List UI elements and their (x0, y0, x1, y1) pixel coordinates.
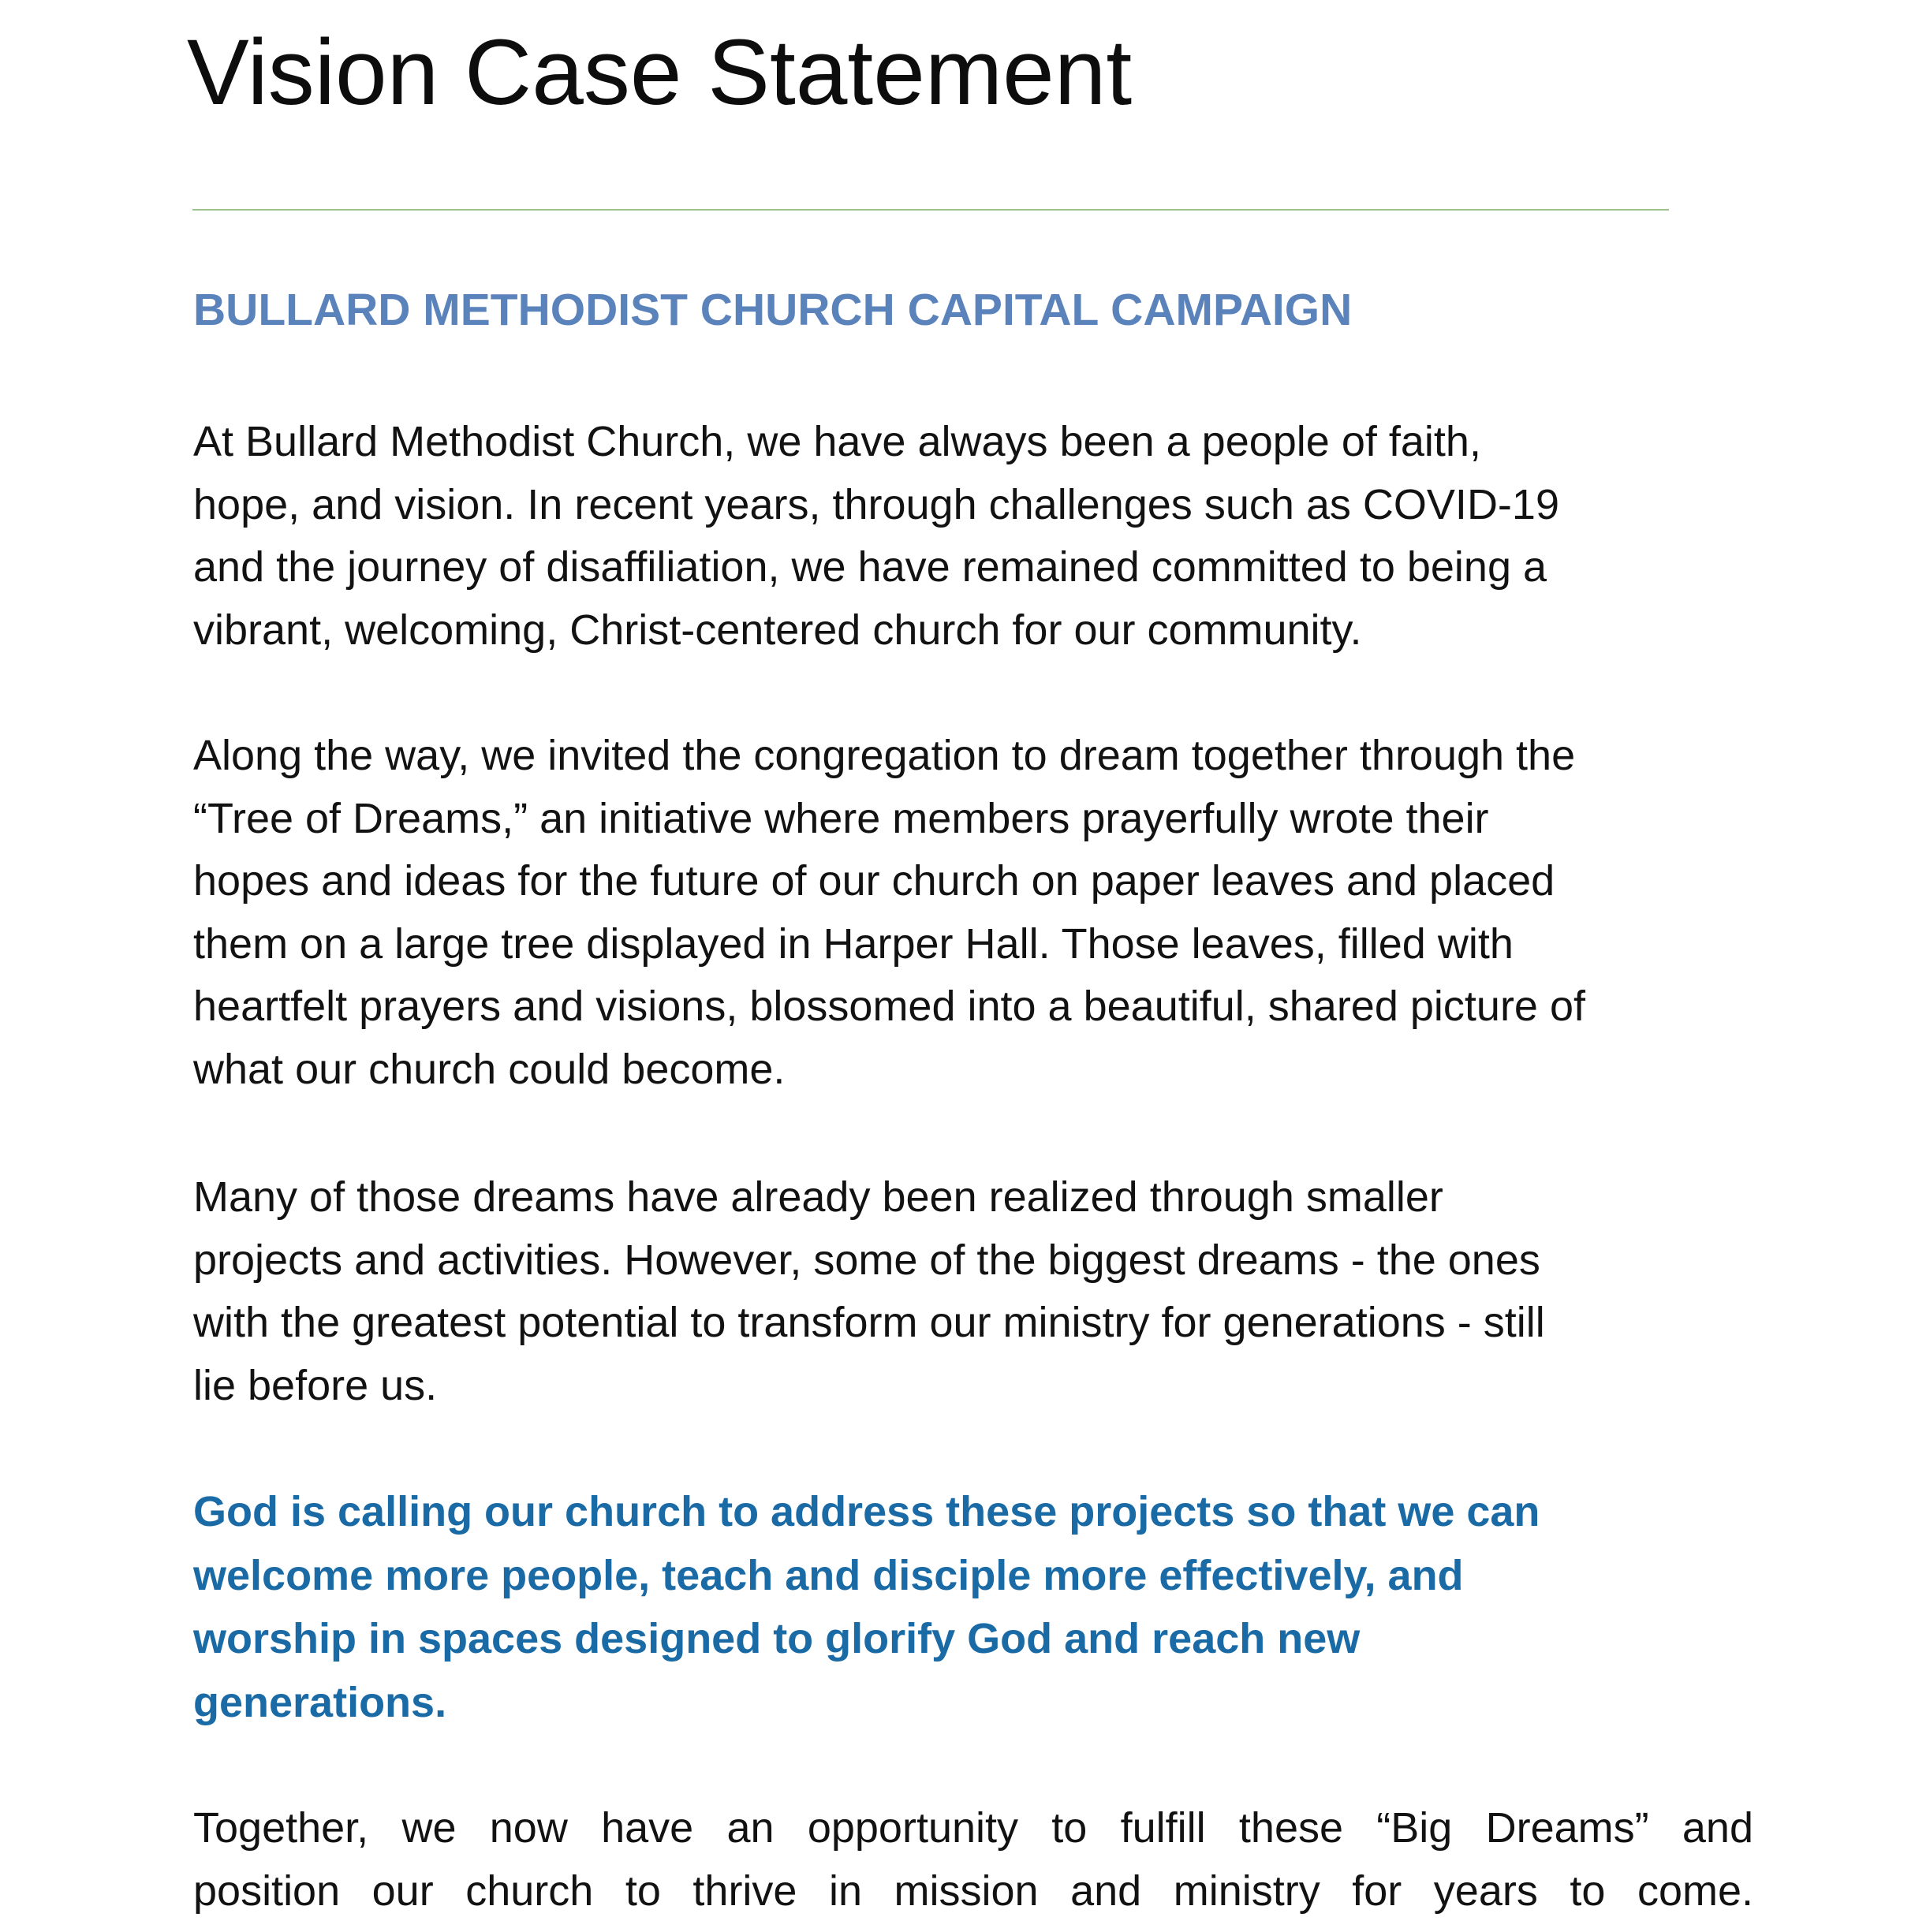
paragraph-line: “Tree of Dreams,” an initiative where members prayerfully wrote their (193, 794, 1489, 842)
page-title: Vision Case Statement (187, 21, 1133, 125)
paragraph-line: and the journey of disaffiliation, we have remained committed to being a (193, 543, 1547, 591)
calling-callout (193, 1480, 1540, 1734)
paragraph-line: them on a large tree displayed in Harper Hall. Those leaves, filled with (193, 919, 1514, 968)
paragraph-line: lie before us. (193, 1361, 438, 1409)
paragraph-line: hope, and vision. In recent years, through challenges such as COVID-19 (193, 480, 1559, 528)
paragraph-line: Along the way, we invited the congregation to dream together through the (193, 732, 1576, 779)
callout-line: generations. (193, 1678, 447, 1726)
paragraph-line: Many of those dreams have already been realized through smaller (193, 1173, 1443, 1221)
campaign-subtitle: BULLARD METHODIST CHURCH CAPITAL CAMPAIGN (193, 285, 1353, 335)
paragraph-line: heartfelt prayers and visions, blossomed into a beautiful, shared picture of (193, 983, 1585, 1030)
callout-line: welcome more people, teach and disciple more effectively, and (193, 1551, 1464, 1599)
paragraph-line: vibrant, welcoming, Christ-centered church for our community. (193, 606, 1362, 654)
paragraph-line: what our church could become. (193, 1045, 786, 1093)
paragraph-line: with the greatest potential to transform our ministry for generations - still (193, 1299, 1545, 1346)
title-divider (192, 209, 1669, 211)
intro-paragraph (193, 411, 1559, 662)
paragraph-line: At Bullard Methodist Church, we have always been a people of faith, (193, 418, 1481, 465)
tree-of-dreams-paragraph (193, 725, 1585, 1101)
paragraph-line: Together, we now have an opportunity to fulfill these “Big Dreams” and (193, 1804, 1753, 1852)
callout-line: worship in spaces designed to glorify God and reach new (193, 1615, 1361, 1662)
paragraph-line: position our church to thrive in mission and ministry for years to come. (193, 1867, 1753, 1915)
big-dreams-paragraph (193, 1797, 1753, 1923)
callout-line: God is calling our church to address these projects so that we can (193, 1488, 1540, 1535)
dreams-realized-paragraph (193, 1166, 1545, 1417)
paragraph-line: projects and activities. However, some of the biggest dreams - the ones (193, 1236, 1540, 1284)
paragraph-line: hopes and ideas for the future of our church on paper leaves and placed (193, 857, 1555, 904)
